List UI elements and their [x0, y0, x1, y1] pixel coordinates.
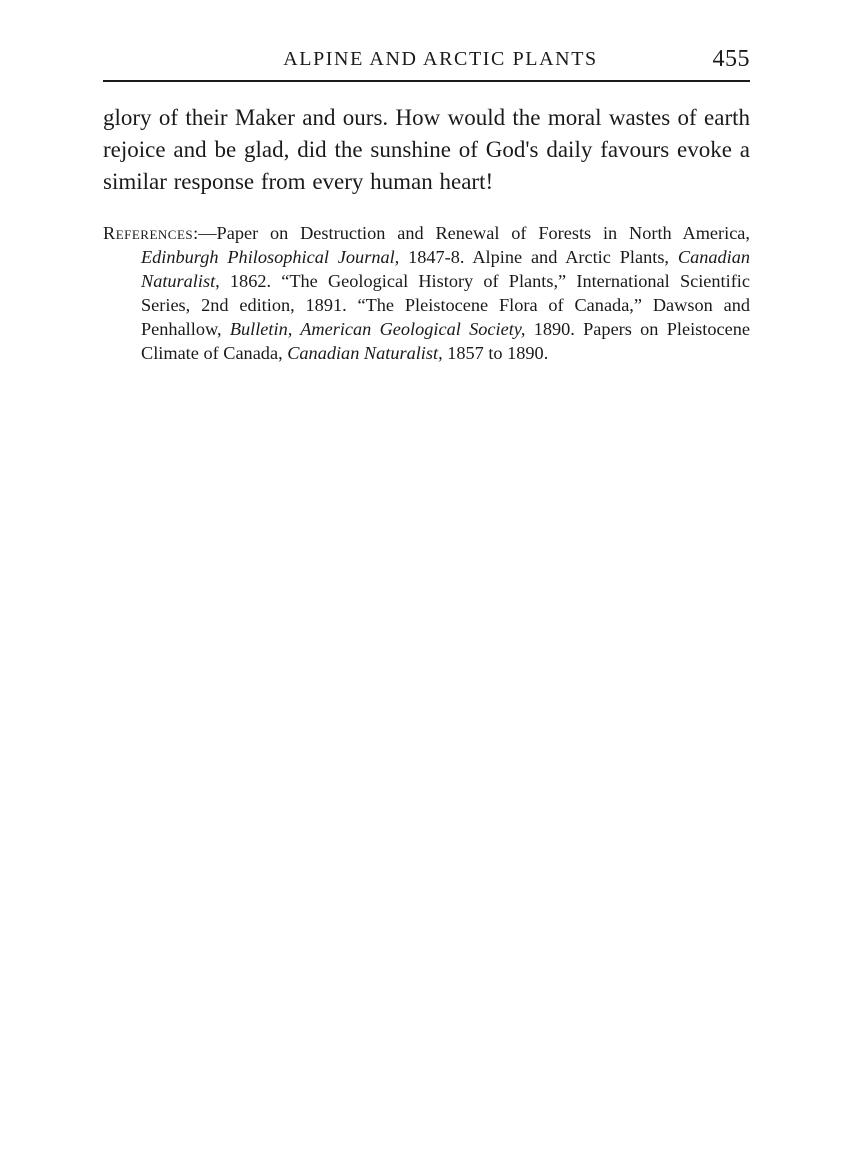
reference-text-5: 1857 to 1890.	[442, 343, 549, 363]
reference-journal-edinburgh: Edinburgh Philosophical Journal,	[141, 247, 400, 267]
references-paragraph	[103, 221, 750, 365]
reference-text-1: Paper on Destruction and Renewal of Forests in North America,	[216, 223, 750, 243]
references-label: References	[103, 223, 194, 243]
reference-journal-canadian-naturalist: Canadian Naturalist,	[141, 247, 750, 291]
running-head	[103, 40, 750, 78]
reference-text-3: 1862. “The Geological History of Plants,” International Scientific Series, 2nd edition, 1891. “The Pleistocene Flora of Canada,” Dawson and Penhallow,	[141, 271, 750, 339]
reference-text-4: 1890. Papers on Pleistocene Climate of Canada,	[141, 319, 750, 363]
book-page	[103, 40, 750, 365]
references-separator: :—	[193, 223, 217, 243]
reference-text-2: 1847-8. Alpine and Arctic Plants,	[399, 247, 678, 267]
reference-journal-canadian-naturalist-2: Canadian Naturalist,	[287, 343, 443, 363]
page-number: 455	[712, 46, 750, 72]
header-rule	[103, 80, 750, 82]
body-paragraph: glory of their Maker and ours. How would the moral wastes of earth rejoice and be glad, did the sunshine of God's daily favours evoke a similar response from every human heart!	[103, 105, 750, 194]
running-title: ALPINE AND ARCTIC PLANTS	[283, 48, 598, 70]
reference-journal-bulletin: Bulletin, American Geological Society,	[229, 319, 526, 339]
